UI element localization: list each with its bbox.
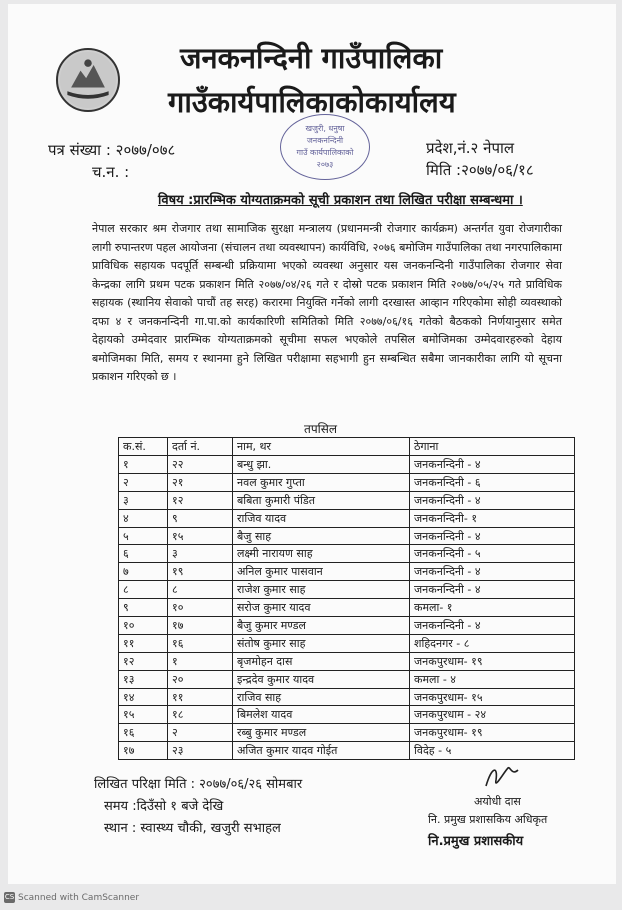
registration-cell: २१ [168, 473, 233, 491]
name-cell: राजेश कुमार साह [233, 581, 410, 599]
signatory-title: नि. प्रमुख प्रशासकिय अधिकृत [428, 813, 548, 826]
address-cell: जनकनन्दिनी- १ [410, 509, 575, 527]
subject-line: विषय :प्रारम्भिक योग्यताक्रमको सूची प्रकाशन तथा लिखित परीक्षा सम्बन्धमा । [158, 193, 523, 208]
table-row [119, 581, 575, 599]
address-cell: जनकनन्दिनी - ४ [410, 563, 575, 581]
name-cell: बैजु कुमार मण्डल [233, 617, 410, 635]
registration-cell: २० [168, 670, 233, 688]
table-row [119, 599, 575, 617]
registration-cell: १७ [168, 617, 233, 635]
camscanner-logo-icon: CS [4, 893, 15, 901]
address-cell: जनकनन्दिनी - ६ [410, 473, 575, 491]
table-row [119, 527, 575, 545]
address-cell: जनकनन्दिनी - ४ [410, 527, 575, 545]
registration-cell: १८ [168, 706, 233, 724]
table-row [119, 634, 575, 652]
province-label: प्रदेश,नं.२ नेपाल [426, 139, 515, 157]
table-header-row [119, 438, 575, 456]
exam-venue: स्थान : स्वास्थ्य चौकी, खजुरी सभाहल [104, 821, 281, 836]
address-cell: जनकनन्दिनी - ४ [410, 581, 575, 599]
table-row [119, 688, 575, 706]
table-row [119, 563, 575, 581]
serial-cell: १२ [119, 652, 168, 670]
column-header: ठेगाना [410, 438, 575, 456]
serial-cell: ११ [119, 634, 168, 652]
registration-cell: ९ [168, 509, 233, 527]
name-cell: अजित कुमार यादव गोईत [233, 742, 410, 760]
name-cell: संतोष कुमार साह [233, 634, 410, 652]
serial-cell: ४ [119, 509, 168, 527]
name-cell: लक्ष्मी नारायण साह [233, 545, 410, 563]
signatory-stamp: नि.प्रमुख प्रशासकीय [428, 834, 524, 849]
scanner-text: Scanned with CamScanner [18, 893, 140, 903]
table-row [119, 652, 575, 670]
office-title: जनकनन्दिनी गाउँपालिका [180, 41, 443, 75]
serial-cell: १० [119, 617, 168, 635]
government-emblem-icon [56, 48, 120, 112]
address-cell: जनकपुरधाम- १९ [410, 652, 575, 670]
column-header: नाम, थर [233, 438, 410, 456]
name-cell: अनिल कुमार पासवान [233, 563, 410, 581]
name-cell: नवल कुमार गुप्ता [233, 473, 410, 491]
serial-cell: १४ [119, 688, 168, 706]
table-row [119, 670, 575, 688]
table-row [119, 473, 575, 491]
stamp-line: जनकनन्दिनी [306, 136, 344, 145]
address-cell: शहिदनगर - ८ [410, 634, 575, 652]
serial-cell: ५ [119, 527, 168, 545]
table-row [119, 491, 575, 509]
address-cell: कमला - ४ [410, 670, 575, 688]
address-cell: जनकनन्दिनी - ४ [410, 491, 575, 509]
serial-cell: ८ [119, 581, 168, 599]
exam-time: समय :दिउँसो १ बजे देखि [104, 799, 224, 814]
name-cell: रब्बु कुमार मण्डल [233, 724, 410, 742]
name-cell: बृजमोहन दास [233, 652, 410, 670]
scanner-watermark [0, 892, 139, 903]
registration-cell: १९ [168, 563, 233, 581]
exam-date: लिखित परिक्षा मिति : २०७७/०६/२६ सोमबार [94, 777, 303, 792]
serial-cell: १६ [119, 724, 168, 742]
registration-cell: २३ [168, 742, 233, 760]
name-cell: बन्धु झा. [233, 456, 410, 474]
address-cell: जनकपुरधाम - २४ [410, 706, 575, 724]
table-row [119, 724, 575, 742]
address-cell: जनकनन्दिनी - ४ [410, 617, 575, 635]
name-cell: सरोज कुमार यादव [233, 599, 410, 617]
address-cell: कमला- १ [410, 599, 575, 617]
registration-cell: १ [168, 652, 233, 670]
serial-cell: १३ [119, 670, 168, 688]
name-cell: इन्द्रदेव कुमार यादव [233, 670, 410, 688]
name-cell: राजिव साह [233, 688, 410, 706]
address-cell: जनकनन्दिनी - ५ [410, 545, 575, 563]
name-cell: बिमलेश यादव [233, 706, 410, 724]
serial-cell: ९ [119, 599, 168, 617]
letter-date: मिति :२०७७/०६/१८ [426, 161, 534, 179]
name-cell: राजिव यादव [233, 509, 410, 527]
stamp-line: खजुरी, धनुषा [305, 124, 345, 133]
address-cell: जनकपुरधाम- १५ [410, 688, 575, 706]
address-cell: विदेह - ५ [410, 742, 575, 760]
table-row [119, 545, 575, 563]
registration-cell: १६ [168, 634, 233, 652]
address-cell: जनकनन्दिनी - ४ [410, 456, 575, 474]
registration-cell: १५ [168, 527, 233, 545]
column-header: दर्ता नं. [168, 438, 233, 456]
notice-body: नेपाल सरकार श्रम रोजगार तथा सामाजिक सुरक्षा मन्त्रालय (प्रधानमन्त्री रोजगार कार्यक्रम) अन्तर्गत युवा रोजगारीका लागी रुपान्तरण पहल आयोजना (संचालन तथा व्यवस्थापन) कार्यविधि, २०७६ बमोजिम गाउँपालिका तथा नगरपालिकामा प्राविधिक सहायक पदपूर्ति सम्बन्धी प्रक्रियामा भएको व्यवस्था अनुसार यस जनकनन्दिनी गाउँपालिका रोजगार सेवा केन्द्रका लागि प्रथम पटक प्रकाशन मिति २०७७/०४/२६ गते र दोस्रो पटक प्रकाशन मिति २०७७/०५/२५ गते प्राविधिक सहायक (स्थानिय सेवाको पाचौं तह सरह) करारमा नियुक्ति गर्नेको लागी दरखास्त आव्हान गरिएकोमा सोही व्यवस्थाको दफा ४ र जनकनन्दिनी गा.पा.को कार्यकारिणी समितिको मिति २०७७/०६/१६ गतेको बैठकको निर्णयानुसार समेत देहायको उम्मेदवार प्रारम्भिक योग्यताक्रमको सूचीमा सफल भएकोले तपसिल बमोजिमका उम्मेदवारहरुको देहाय बमोजिमका मिति, समय र स्थानमा हुने लिखित परीक्षामा सहभागी हुन सम्बन्धित सबैमा जानकारीका लागि यो सूचना प्रकाशन गरिएको छ । [92, 222, 562, 383]
serial-cell: १५ [119, 706, 168, 724]
table-row [119, 617, 575, 635]
stamp-line: गाउँ कार्यपालिकाको [296, 148, 354, 157]
letter-number: पत्र संख्या : २०७७/०७८ [48, 141, 176, 159]
registration-cell: ११ [168, 688, 233, 706]
column-header: क.सं. [119, 438, 168, 456]
table-row [119, 456, 575, 474]
table-row [119, 706, 575, 724]
serial-cell: २ [119, 473, 168, 491]
signatory-name: अयोधी दास [474, 795, 521, 808]
document-page [8, 4, 616, 884]
office-subtitle: गाउँकार्यपालिकाकोकार्यालय [168, 85, 456, 119]
table-body [119, 456, 575, 760]
office-stamp [280, 114, 370, 180]
table-caption: तपसिल [304, 422, 338, 436]
registration-cell: २ [168, 724, 233, 742]
serial-cell: ६ [119, 545, 168, 563]
serial-cell: ३ [119, 491, 168, 509]
registration-cell: १२ [168, 491, 233, 509]
table-row [119, 742, 575, 760]
registration-cell: २२ [168, 456, 233, 474]
registration-cell: ३ [168, 545, 233, 563]
serial-cell: १७ [119, 742, 168, 760]
registration-cell: ८ [168, 581, 233, 599]
name-cell: बबिता कुमारी पंडित [233, 491, 410, 509]
name-cell: बैजु साह [233, 527, 410, 545]
serial-cell: १ [119, 456, 168, 474]
table-row [119, 509, 575, 527]
registration-cell: १० [168, 599, 233, 617]
stamp-line: २०७३ [316, 160, 334, 169]
candidate-table [118, 437, 575, 760]
dispatch-number: च.न. : [92, 163, 130, 181]
address-cell: जनकपुरधाम- १९ [410, 724, 575, 742]
signature-mark-icon [482, 762, 522, 792]
serial-cell: ७ [119, 563, 168, 581]
